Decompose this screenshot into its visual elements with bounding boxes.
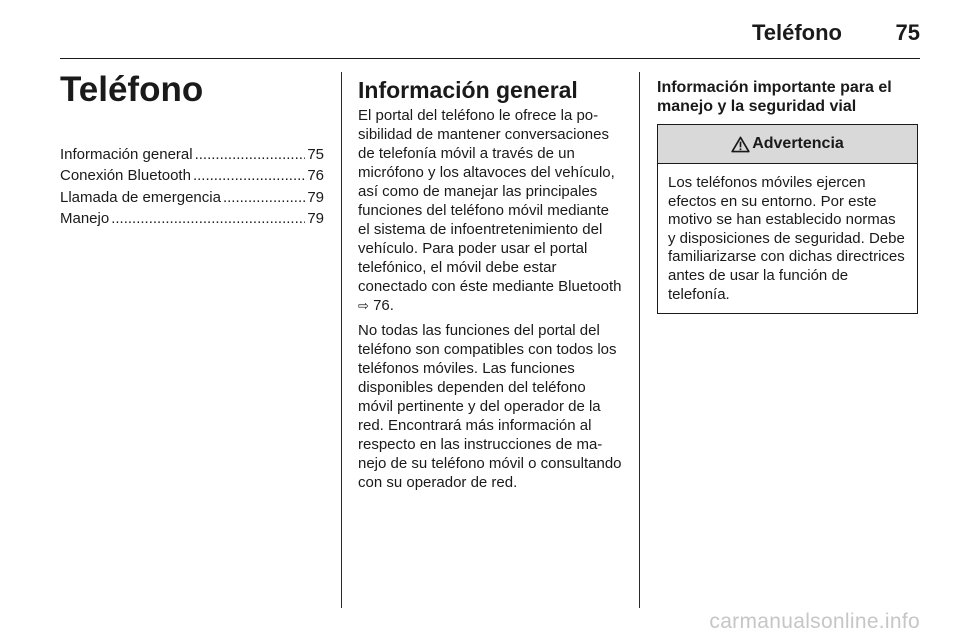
- page-header: [60, 14, 920, 59]
- general-paragraph-1-text: El portal del teléfono le ofrece la posibilidad de mantener conversaciones de telefonía móvil a través de un micrófono y los altavoces del vehículo, así como de manejar las principales funciones del teléfono móvil mediante el sistema de infoentretenimiento del vehículo. Para poder usar el portal telefónico, el móvil debe estar conectado con éste mediante Bluetooth: [358, 107, 622, 295]
- toc-label: Llamada de emergencia: [60, 188, 221, 206]
- toc-label: Manejo: [60, 209, 110, 227]
- chapter-title: Teléfono: [60, 70, 204, 109]
- page-reference-link[interactable]: 76.: [368, 297, 394, 314]
- column-divider-left: [341, 72, 342, 608]
- toc-page-number: 79: [307, 209, 324, 227]
- toc-label: Información general: [60, 146, 193, 163]
- toc-item-llamada-de-emergencia[interactable]: [60, 187, 324, 208]
- warning-header: [658, 125, 917, 164]
- header-section-title: Teléfono: [751, 20, 842, 45]
- warning-triangle-icon: [731, 136, 750, 153]
- general-info-column: [358, 78, 623, 497]
- toc-leader-dots: [111, 208, 305, 229]
- warning-title: Advertencia: [752, 135, 844, 152]
- general-paragraph-2: No todas las funciones del portal del teléfono son compatibles con todos los teléfonos móviles. Las funciones disponibles dependen del teléfono móvil pertinente y del operador de la red. Encontrará más información al respecto en las instrucciones de manejo de su teléfono móvil o consultando con su operador de red.: [358, 322, 622, 491]
- toc-item-informacion-general[interactable]: [60, 144, 324, 165]
- page-reference-arrow-icon: ⇨: [358, 299, 369, 314]
- toc-label: Conexión Bluetooth: [60, 167, 191, 185]
- general-paragraph-1: [358, 106, 623, 316]
- warning-box: [657, 124, 918, 314]
- toc-item-manejo[interactable]: [60, 208, 324, 229]
- toc-page-number: 79: [307, 188, 324, 206]
- chapter-column: [60, 70, 324, 229]
- toc-item-conexion-bluetooth[interactable]: [60, 165, 324, 186]
- section-title-informacion-general: Información general: [358, 77, 578, 103]
- header-page-number: 75: [895, 20, 920, 45]
- toc-page-number: 75: [307, 146, 324, 163]
- toc-leader-dots: [195, 144, 306, 165]
- watermark: carmanualsonline.info: [709, 610, 920, 633]
- warning-text: Los teléfonos móviles ejercen efectos en su entorno. Por este motivo se han establecido normas y disposiciones de seguridad. Debe familiarizarse con dichas directrices antes de usar la función de telefonía.: [668, 174, 905, 303]
- safety-column: [657, 78, 919, 314]
- toc-page-number: 76: [307, 167, 324, 185]
- toc-leader-dots: [193, 165, 305, 186]
- section-title-seguridad-vial: Información importante para el manejo y la seguridad vial: [657, 79, 892, 115]
- toc-leader-dots: [223, 187, 305, 208]
- column-divider-right: [639, 72, 640, 608]
- table-of-contents: [60, 144, 324, 229]
